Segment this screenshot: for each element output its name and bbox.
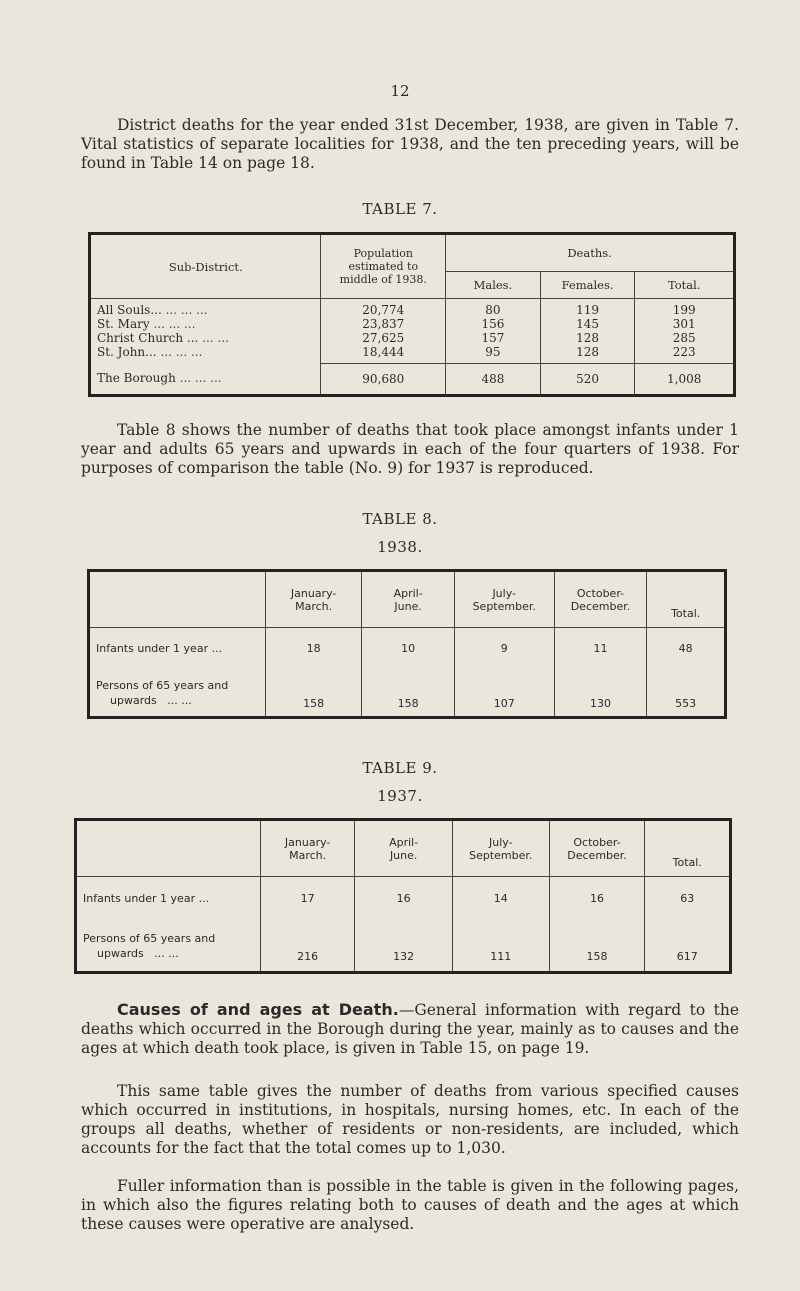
- table7-cell: 285: [635, 331, 735, 345]
- table8-cell: 9: [454, 628, 554, 670]
- table-row: [76, 921, 731, 973]
- table7-borough-label: The Borough ... ... ...: [97, 371, 222, 386]
- table8-cell: 11: [554, 628, 647, 670]
- table9-cell: 617: [645, 921, 731, 973]
- table9-year: 1937.: [377, 787, 423, 805]
- table7-cell: 145: [540, 317, 635, 331]
- table7-cell: 20,774: [321, 299, 446, 318]
- table9-header-col: October- December.: [549, 820, 645, 877]
- table8-title: TABLE 8.: [362, 510, 438, 528]
- table7-cell: 18,444: [321, 345, 446, 363]
- table7-cell: 128: [540, 331, 635, 345]
- table7-cell: 223: [635, 345, 735, 363]
- table9-header-col: July- September.: [452, 820, 549, 877]
- table7-cell: 199: [635, 299, 735, 318]
- table8-cell: 158: [362, 670, 454, 718]
- table9-header-col: April- June.: [355, 820, 452, 877]
- table8-row-label: Infants under 1 year ...: [96, 642, 223, 656]
- table8-cell: 130: [554, 670, 647, 718]
- table9-cell: 216: [260, 921, 355, 973]
- table8-cell: 48: [647, 628, 726, 670]
- causes-text: —General information with regard to the deaths which occurred in the Borough during the year, mainly as to causes and the ages at which death took place, is given in Table 15, on page 19.: [81, 1001, 739, 1057]
- table9-cell: 158: [549, 921, 645, 973]
- table-row: [90, 345, 735, 363]
- table8-header-col: July- September.: [454, 571, 554, 628]
- table7-header-population: Population estimated to middle of 1938.: [321, 234, 446, 299]
- table7-row-label: St. Mary ... ... ...: [97, 317, 196, 331]
- table7-header-females: Females.: [540, 272, 635, 299]
- table7-row-label: St. John... ... ... ...: [97, 345, 203, 359]
- table7-header-deaths: Deaths.: [446, 234, 735, 272]
- table7-cell: 520: [540, 363, 635, 395]
- causes-heading: Causes of and ages at Death.: [117, 1000, 399, 1019]
- table7-title: TABLE 7.: [362, 200, 438, 218]
- table9-header-blank: [76, 820, 261, 877]
- table8-cell: 553: [647, 670, 726, 718]
- table7-cell: 157: [446, 331, 541, 345]
- intro-paragraph: District deaths for the year ended 31st December, 1938, are given in Table 7. Vital statistics of separate localities for 1938, and the ten preceding years, will be found in Table 14 on page 18.: [81, 116, 739, 172]
- table7-cell: 156: [446, 317, 541, 331]
- table8-row-label: Persons of 65 years and upwards ... ...: [96, 678, 229, 707]
- table-row: [90, 331, 735, 345]
- table9-row-label: Persons of 65 years and upwards ... ...: [83, 931, 216, 960]
- causes-paragraph: [81, 1000, 739, 1058]
- table7-cell: 80: [446, 299, 541, 318]
- table8-cell: 10: [362, 628, 454, 670]
- table9-cell: 14: [452, 877, 549, 921]
- fuller-information-paragraph: Fuller information than is possible in the table is given in the following pages, in which also the figures relating both to causes of death and the ages at which these causes were operative are analysed.: [81, 1177, 739, 1233]
- table8: [87, 569, 727, 719]
- table-row: [90, 317, 735, 331]
- table8-header-col: April- June.: [362, 571, 454, 628]
- table9-cell: 16: [549, 877, 645, 921]
- table7-cell: 128: [540, 345, 635, 363]
- table7-cell: 95: [446, 345, 541, 363]
- table9: [74, 818, 732, 974]
- table9-cell: 111: [452, 921, 549, 973]
- table7-cell: 488: [446, 363, 541, 395]
- table9-cell: 16: [355, 877, 452, 921]
- table8-cell: 107: [454, 670, 554, 718]
- table8-cell: 18: [265, 628, 362, 670]
- table7-cell: 90,680: [321, 363, 446, 395]
- table9-title: TABLE 9.: [362, 759, 438, 777]
- table9-row-label: Infants under 1 year ...: [83, 892, 210, 906]
- table7-cell: 301: [635, 317, 735, 331]
- table7-row-label: All Souls... ... ... ...: [97, 303, 208, 317]
- table7-header-males: Males.: [446, 272, 541, 299]
- table7-cell: 27,625: [321, 331, 446, 345]
- table9-cell: 132: [355, 921, 452, 973]
- table8-cell: 158: [265, 670, 362, 718]
- table7-header-total: Total.: [635, 272, 735, 299]
- table-row: [89, 628, 726, 670]
- table-row: [76, 877, 731, 921]
- table9-cell: 63: [645, 877, 731, 921]
- table8-header-col: January- March.: [265, 571, 362, 628]
- table7-cell: 119: [540, 299, 635, 318]
- table7-cell: 23,837: [321, 317, 446, 331]
- table8-header-col: Total.: [647, 571, 726, 628]
- table7-header-subdistrict: Sub-District.: [90, 234, 321, 299]
- table-row: [90, 363, 735, 395]
- institutions-paragraph: This same table gives the number of deaths from various specified causes which occurred in institutions, in hospitals, nursing homes, etc. In each of the groups all deaths, whether of residents or non-residents, are included, which accounts for the fact that the total comes up to 1,030.: [81, 1082, 739, 1157]
- table8-year: 1938.: [377, 538, 423, 556]
- page-number: 12: [390, 82, 410, 100]
- table9-cell: 17: [260, 877, 355, 921]
- table9-header-col: January- March.: [260, 820, 355, 877]
- table8-header-blank: [89, 571, 266, 628]
- table7-cell: 1,008: [635, 363, 735, 395]
- table7: [88, 232, 736, 397]
- table-row: [89, 670, 726, 718]
- table8-intro-paragraph: Table 8 shows the number of deaths that took place amongst infants under 1 year and adults 65 years and upwards in each of the four quarters of 1938. For purposes of comparison the table (No. 9) for 1937 is reproduced.: [81, 421, 739, 477]
- table-row: [90, 299, 735, 318]
- table8-header-col: October- December.: [554, 571, 647, 628]
- table9-header-col: Total.: [645, 820, 731, 877]
- table7-row-label: Christ Church ... ... ...: [97, 331, 229, 345]
